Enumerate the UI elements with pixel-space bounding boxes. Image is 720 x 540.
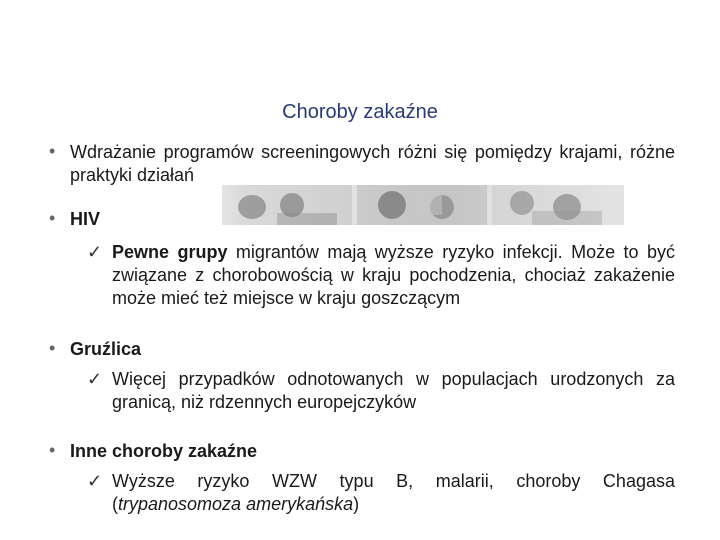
- bullet-dot: •: [49, 338, 56, 358]
- bullet-hiv-heading: HIV: [70, 209, 101, 229]
- sub-bullet-other-text-a: Wyższe ryzyko WZW typu B, malarii, choroby Chagasa (: [112, 471, 675, 514]
- checkmark-icon: ✓: [87, 369, 103, 389]
- sub-bullet-tuberculosis-text: Więcej przypadków odnotowanych w populacjach urodzonych za granicą, niż rdzennych europejczyków: [112, 369, 675, 412]
- sub-bullet-other-diseases: [87, 470, 675, 516]
- bullet-tuberculosis-heading: Gruźlica: [70, 339, 142, 359]
- sub-bullet-hiv: [87, 241, 675, 310]
- sub-bullet-hiv-bold: Pewne grupy: [112, 242, 228, 262]
- bullet-dot: •: [49, 141, 56, 161]
- sub-bullet-other-text-b: ): [353, 494, 360, 514]
- bullet-screening-text: Wdrażanie programów screeningowych różni się pomiędzy krajami, różne praktyki działań: [70, 142, 675, 185]
- sub-bullet-hiv-text: migrantów mają wyższe ryzyko infekcji. Może to być związane z chorobowością w kraju pochodzenia, chociaż zakażenie może mieć też miejsce w kraju goszczącym: [112, 242, 675, 308]
- sub-bullet-tuberculosis: [87, 368, 675, 414]
- slide-title: Choroby zakaźne: [282, 101, 438, 123]
- bullet-other-diseases-heading: Inne choroby zakaźne: [70, 441, 258, 461]
- sub-bullet-other-italic: trypanosomoza amerykańska: [118, 494, 354, 514]
- bullet-dot: •: [49, 440, 56, 460]
- checkmark-icon: ✓: [87, 242, 103, 262]
- checkmark-icon: ✓: [87, 471, 103, 491]
- bullet-dot: •: [49, 208, 56, 228]
